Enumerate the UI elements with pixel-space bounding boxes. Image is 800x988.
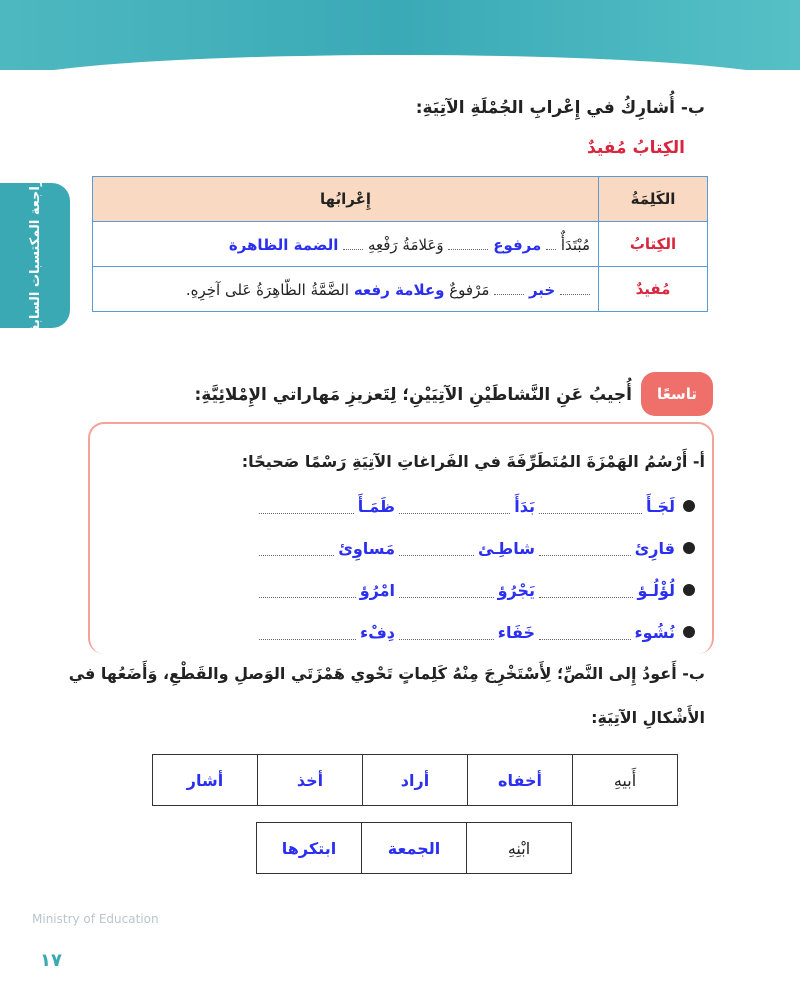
word-item: دِفْء (360, 622, 395, 642)
row-text: الضَّمَّةُ الظّاهِرَةُ عَلى آخِرِهِ. (185, 281, 350, 299)
list-item (255, 492, 695, 520)
page-number: ١٧ (40, 950, 62, 971)
row-text: مَرْفوعٌ (449, 281, 490, 299)
shape-cell: ابتكرها (257, 823, 362, 874)
bullet-icon (683, 626, 695, 638)
example-sentence: الكِتابُ مُفيدٌ (587, 138, 685, 158)
side-tab (0, 169, 70, 342)
shapes-row-1 (152, 754, 678, 806)
shape-cell: الجمعة (362, 823, 467, 874)
row-text: وَعَلامَةُ رَفْعِهِ (367, 236, 444, 254)
activity-title: أُجيبُ عَنِ النَّشاطَيْنِ الآتِيَيْنِ؛ لِتَعزيزِ مَهاراتي الإِمْلائِيَّةِ: (194, 385, 632, 405)
list-item (255, 534, 695, 562)
shape-cell: أَبيهِ (573, 755, 678, 806)
bullet-icon (683, 584, 695, 596)
row-text: مُبْتَدَأٌ (560, 236, 590, 254)
word-item: مَساوِئ (338, 538, 395, 558)
shape-cell: أراد (363, 755, 468, 806)
irab-table (92, 176, 708, 312)
word-item: لَجَـأَ (645, 496, 675, 516)
table-row (93, 267, 708, 312)
bullet-icon (683, 500, 695, 512)
word-item: ظَمَـأَ (357, 496, 395, 516)
word-item: نُشُوء (634, 622, 675, 642)
decorative-banner (0, 0, 800, 70)
shapes-row-2 (256, 822, 572, 874)
shape-cell: أخفاه (468, 755, 573, 806)
word-item: خَفَاء (497, 622, 535, 642)
row-fill: مرفوع (493, 236, 542, 254)
bullet-icon (683, 542, 695, 554)
section-b-title: ب- أُشارِكُ في إِعْرابِ الجُمْلَةِ الآتِيَةِ: (415, 98, 705, 118)
shape-cell: ابْنِهِ (467, 823, 572, 874)
question-b-line1: ب- أَعودُ إِلى النَّصِّ؛ لِأَسْتَخْرِجَ مِنْهُ كَلِماتٍ تَحْوي هَمْزَتَي الوَصلِ والقَطْعِ، وَأَضَعُها في (68, 664, 705, 683)
side-tab-label: مراجعة المكتسبات السابقة (27, 169, 43, 342)
ministry-watermark: Ministry of Education (32, 912, 159, 926)
header-word: الكَلِمَةُ (599, 177, 708, 222)
header-irab: إِعْرابُها (93, 177, 599, 222)
row-word: الكِتابُ (599, 222, 708, 267)
row-fill: وعلامة رفعه (353, 281, 445, 299)
list-item (255, 576, 695, 604)
word-item: قارِئ (634, 538, 675, 558)
word-item: شاطِـئ (478, 538, 535, 558)
table-row (93, 222, 708, 267)
word-item: لُؤْلُـؤ (637, 580, 675, 600)
question-a: أ- أَرْسُمُ الهَمْزَةَ المُتَطَرِّفَةَ في الفَراغاتِ الآتِيَةِ رَسْمًا صَحيحًا: (241, 452, 705, 471)
row-word: مُفيدٌ (599, 267, 708, 312)
list-item (255, 618, 695, 646)
question-b-line2: الأَشْكالِ الآتِيَةِ: (591, 708, 705, 727)
shape-cell: أشار (153, 755, 258, 806)
word-item: يَجْرُؤ (497, 580, 535, 600)
row-fill: الضمة الظاهرة (228, 236, 339, 254)
word-item: امْرُؤ (359, 580, 395, 600)
section-badge: تاسعًا (641, 372, 713, 416)
shape-cell: أخذ (258, 755, 363, 806)
word-item: بَدَأَ (514, 496, 535, 516)
row-fill: خبر (528, 281, 556, 299)
